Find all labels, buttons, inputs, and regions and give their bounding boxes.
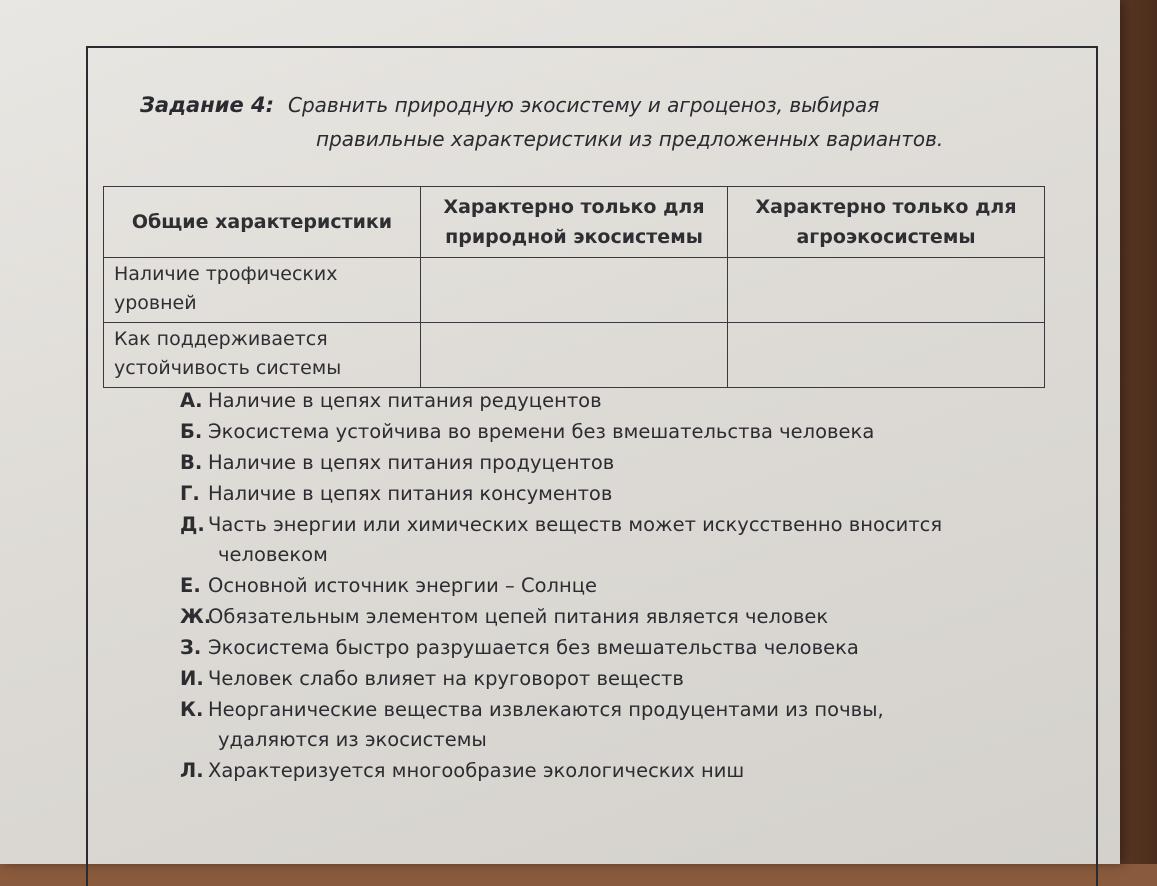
list-item bbox=[180, 695, 1080, 755]
list-item bbox=[180, 756, 1080, 786]
list-item bbox=[180, 386, 1080, 416]
task-label: Задание 4: bbox=[140, 93, 275, 117]
option-text: Неорганические вещества извлекаются продуцентами из почвы, bbox=[208, 698, 884, 721]
table-header-row bbox=[104, 187, 1045, 258]
option-letter: В. bbox=[180, 451, 203, 474]
option-text: Наличие в цепях питания редуцентов bbox=[208, 389, 602, 412]
list-item bbox=[180, 479, 1080, 509]
answer-options-list bbox=[180, 386, 1080, 787]
option-letter: И. bbox=[180, 667, 204, 690]
comparison-table bbox=[103, 186, 1045, 388]
option-text: Наличие в цепях питания консументов bbox=[208, 482, 613, 505]
task-text-line1: Сравнить природную экосистему и агроценоз, выбирая bbox=[288, 93, 880, 117]
option-text: Экосистема устойчива во времени без вмешательства человека bbox=[208, 420, 875, 443]
option-letter: З. bbox=[180, 636, 202, 659]
list-item bbox=[180, 571, 1080, 601]
option-text: Часть энергии или химических веществ может искусственно вносится bbox=[208, 513, 943, 536]
answer-cell-natural[interactable] bbox=[421, 323, 728, 388]
answer-cell-agro[interactable] bbox=[728, 323, 1045, 388]
list-item bbox=[180, 417, 1080, 447]
option-text: Человек слабо влияет на круговорот веществ bbox=[208, 667, 684, 690]
row-characteristic: Наличие трофических уровней bbox=[104, 258, 421, 323]
option-letter: Д. bbox=[180, 513, 205, 536]
list-item bbox=[180, 664, 1080, 694]
header-agro: Характерно только для агроэкосистемы bbox=[728, 187, 1045, 258]
answer-cell-agro[interactable] bbox=[728, 258, 1045, 323]
option-letter: Ж. bbox=[180, 605, 212, 628]
option-text: Обязательным элементом цепей питания является человек bbox=[208, 605, 829, 628]
option-letter: Е. bbox=[180, 574, 201, 597]
table-row bbox=[104, 323, 1045, 388]
option-text: Наличие в цепях питания продуцентов bbox=[208, 451, 615, 474]
option-letter: Л. bbox=[180, 759, 204, 782]
option-letter: Г. bbox=[180, 482, 200, 505]
task-heading bbox=[140, 88, 1040, 156]
option-text-continued: человеком bbox=[218, 543, 328, 566]
table-row bbox=[104, 258, 1045, 323]
option-text: Основной источник энергии – Солнце bbox=[208, 574, 597, 597]
list-item bbox=[180, 448, 1080, 478]
option-text-continued: удаляются из экосистемы bbox=[218, 728, 487, 751]
option-letter: К. bbox=[180, 698, 204, 721]
option-text: Характеризуется многообразие экологических ниш bbox=[208, 759, 745, 782]
row-characteristic: Как поддерживается устойчивость системы bbox=[104, 323, 421, 388]
answer-cell-natural[interactable] bbox=[421, 258, 728, 323]
header-natural: Характерно только для природной экосистемы bbox=[421, 187, 728, 258]
task-text-line2: правильные характеристики из предложенных вариантов. bbox=[316, 127, 944, 151]
option-letter: Б. bbox=[180, 420, 203, 443]
option-letter: А. bbox=[180, 389, 203, 412]
list-item bbox=[180, 510, 1080, 570]
list-item bbox=[180, 633, 1080, 663]
header-general: Общие характеристики bbox=[104, 187, 421, 258]
list-item bbox=[180, 602, 1080, 632]
option-text: Экосистема быстро разрушается без вмешательства человека bbox=[208, 636, 859, 659]
